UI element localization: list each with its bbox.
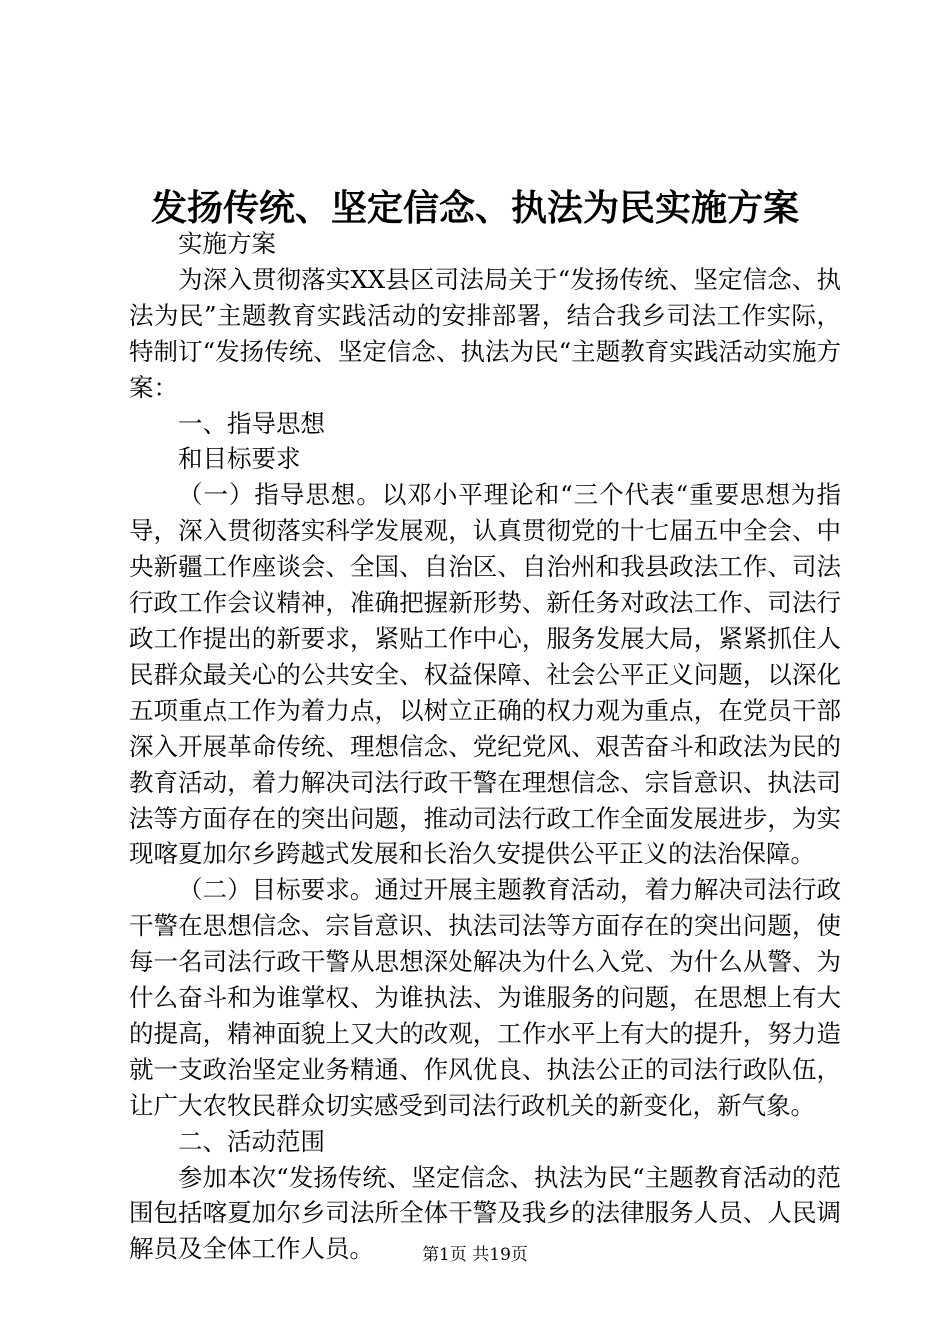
paragraph-subtitle: 实施方案 <box>178 229 276 258</box>
paragraph-guiding-ideology: （一）指导思想。以邓小平理论和“三个代表“重要思想为指导，深入贯彻落实科学发展观，认真贯彻党的十七届五中全会、中央新疆工作座谈会、全国、自治区、自治州和我县政法工作、司法行政工作会议精神，准确把握新形势、新任务对政法工作、司法行政工作提出的新要求，紧贴工作中心，服务发展大局，紧紧抓住人民群众最关心的公共安全、权益保障、社会公平正义问题，以深化五项重点工作为着力点，以树立正确的权力观为重点，在党员干部深入开展革命传统、理想信念、党纪党风、艰苦奋斗和政法为民的教育活动，着力解决司法行政干警在理想信念、宗旨意识、执法司法等方面存在的突出问题，推动司法行政工作全面发展进步，为实现喀夏加尔乡跨越式发展和长治久安提供公平正义的法治保障。 <box>129 480 841 869</box>
paragraph-activity-scope: 参加本次“发扬传统、坚定信念、执法为民“主题教育活动的范围包括喀夏加尔乡司法所全体干警及我乡的法律服务人员、人民调解员及全体工作人员。 <box>129 1162 841 1264</box>
heading-guiding-ideology: 一、指导思想 <box>178 408 325 438</box>
page-footer: 第1页 共19页 <box>422 1245 528 1265</box>
heading-target-requirements: 和目标要求 <box>178 444 301 474</box>
document-title: 发扬传统、坚定信念、执法为民实施方案 <box>150 187 799 229</box>
heading-activity-scope: 二、活动范围 <box>178 1126 325 1156</box>
document-body <box>129 226 841 1267</box>
paragraph-target-requirements: （二）目标要求。通过开展主题教育活动，着力解决司法行政干警在思想信念、宗旨意识、执法司法等方面存在的突出问题，使每一名司法行政干警从思想深处解决为什么入党、为什么从警、为什么奋斗和为谁掌权、为谁执法、为谁服务的问题，在思想上有大的提高，精神面貌上又大的改观，工作水平上有大的提升，努力造就一支政治坚定业务精通、作风优良、执法公正的司法行政队伍，让广大农牧民群众切实感受到司法行政机关的新变化，新气象。 <box>129 875 841 1120</box>
paragraph-intro: 为深入贯彻落实XX县区司法局关于“发扬传统、坚定信念、执法为民”主题教育实践活动的安排部署，结合我乡司法工作实际，特制订“发扬传统、坚定信念、执法为民“主题教育实践活动实施方案： <box>129 264 841 402</box>
